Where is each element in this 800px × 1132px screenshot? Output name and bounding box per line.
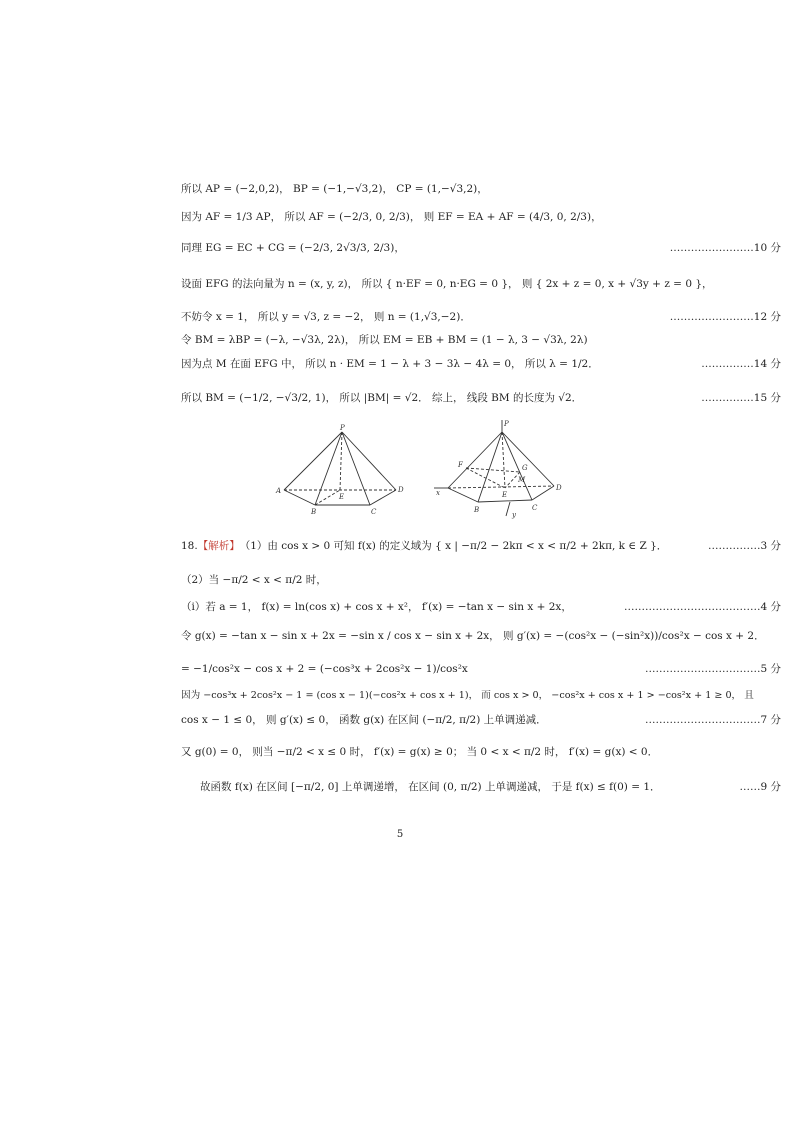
score-mark: ……9 分 (739, 781, 781, 793)
score-mark: ……………14 分 (701, 358, 781, 370)
solution-line (181, 332, 781, 348)
geometry-figures (270, 420, 600, 520)
solution-line (200, 779, 781, 795)
solution-line (181, 240, 781, 256)
solution-line (181, 744, 781, 760)
solution-line (181, 356, 781, 372)
solution-line (181, 209, 781, 225)
right-pyramid-figure (434, 420, 554, 516)
analysis-tag: 【解析】 (197, 540, 240, 552)
score-mark: ……………15 分 (701, 392, 781, 404)
score-mark: ……………………12 分 (669, 311, 781, 323)
solution-line (181, 688, 781, 704)
line-text: cos x − 1 ≤ 0， 则 g′(x) ≤ 0， 函数 g(x) 在区间 (−π/2, π/2) 上单调递减． (181, 714, 547, 726)
label-d: D (398, 486, 404, 494)
label-e: E (339, 493, 345, 501)
line-text: 所以 AP = (−2,0,2)， BP = (−1,−√3,2)， CP = (1,−√3,2)， (181, 183, 488, 195)
label-b: B (311, 508, 317, 516)
line-text: 故函数 f(x) 在区间 [−π/2, 0] 上单调递增， 在区间 (0, π/2) 上单调递减， 于是 f(x) ≤ f(0) = 1． (200, 781, 661, 793)
label-p: P (340, 424, 345, 432)
line-text: 所以 BM = (−1/2, −√3/2, 1)， 所以 |BM| = √2． 综上， 线段 BM 的长度为 √2． (181, 392, 583, 404)
label-c: C (371, 508, 377, 516)
line-text: 因为 −cos³x + 2cos²x − 1 = (cos x − 1)(−cos²x + cos x + 1)， 而 cos x > 0， −cos²x + cos x + 1 > −cos²x + 1 ≥ 0， 且 (181, 690, 754, 701)
label-g: G (522, 464, 528, 472)
page-number: 5 (396, 829, 404, 840)
label-x: x (436, 489, 440, 497)
line-text: 又 g(0) = 0， 则当 −π/2 < x ≤ 0 时， f′(x) = g(x) ≥ 0； 当 0 < x < π/2 时， f′(x) = g(x) < 0． (181, 746, 659, 758)
pyramid-diagrams (270, 420, 600, 520)
score-mark: ……………………………5 分 (644, 663, 781, 675)
score-mark: ……………3 分 (707, 540, 781, 552)
solution-line (181, 661, 781, 677)
label-c: C (532, 504, 538, 512)
line-text: （i）若 a = 1， f(x) = ln(cos x) + cos x + x²， f′(x) = −tan x − sin x + 2x， (181, 601, 572, 613)
label-a: A (276, 487, 282, 495)
label-y: y (512, 511, 516, 519)
solution-line (181, 712, 781, 728)
line-text: （2）当 −π/2 < x < π/2 时， (181, 574, 327, 586)
score-mark: …………………………………4 分 (623, 601, 781, 613)
solution-line (181, 572, 781, 588)
line-text: 因为 AF = 1/3 AP， 所以 AF = (−2/3, 0, 2/3)， 则 EF = EA + AF = (4/3, 0, 2/3)， (181, 211, 602, 223)
line-text: = −1/cos²x − cos x + 2 = (−cos³x + 2cos²x − 1)/cos²x (181, 663, 468, 675)
q18-line-1 (181, 538, 781, 554)
line-text: 因为点 M 在面 EFG 中， 所以 n · EM = 1 − λ + 3 − 3λ − 4λ = 0， 所以 λ = 1/2． (181, 358, 599, 370)
line-text: 不妨令 x = 1， 所以 y = √3, z = −2， 则 n = (1,√3,−2)． (181, 311, 471, 323)
label-m: M (518, 476, 526, 484)
q18-number: 18. (181, 540, 198, 552)
solution-line (181, 628, 781, 644)
solution-line (181, 181, 781, 197)
score-mark: ……………………………7 分 (644, 714, 781, 726)
label-p: P (504, 420, 509, 428)
label-f: F (458, 461, 463, 469)
label-b: B (474, 506, 480, 514)
solution-line (181, 276, 781, 292)
label-e: E (502, 491, 508, 499)
label-d: D (556, 484, 562, 492)
solution-line (181, 390, 781, 406)
score-mark: ……………………10 分 (669, 242, 781, 254)
line-text: 令 BM = λBP = (−λ, −√3λ, 2λ)， 所以 EM = EB + BM = (1 − λ, 3 − √3λ, 2λ) (181, 334, 588, 346)
line-text: 设面 EFG 的法向量为 n = (x, y, z)， 所以 { n·EF = 0, n·EG = 0 }， 则 { 2x + z = 0, x + √3y + z = 0 }， (181, 278, 713, 290)
line-text: 令 g(x) = −tan x − sin x + 2x = −sin x / cos x − sin x + 2x， 则 g′(x) = −(cos²x − (−sin²x))/cos²x − cos x + 2． (181, 630, 765, 642)
solution-line (181, 599, 781, 615)
line-text: 同理 EG = EC + CG = (−2/3, 2√3/3, 2/3)， (181, 242, 405, 254)
solution-line (181, 309, 781, 325)
line-text: （1）由 cos x > 0 可知 f(x) 的定义域为 { x | −π/2 − 2kπ < x < π/2 + 2kπ, k ∈ Z }． (239, 540, 668, 552)
